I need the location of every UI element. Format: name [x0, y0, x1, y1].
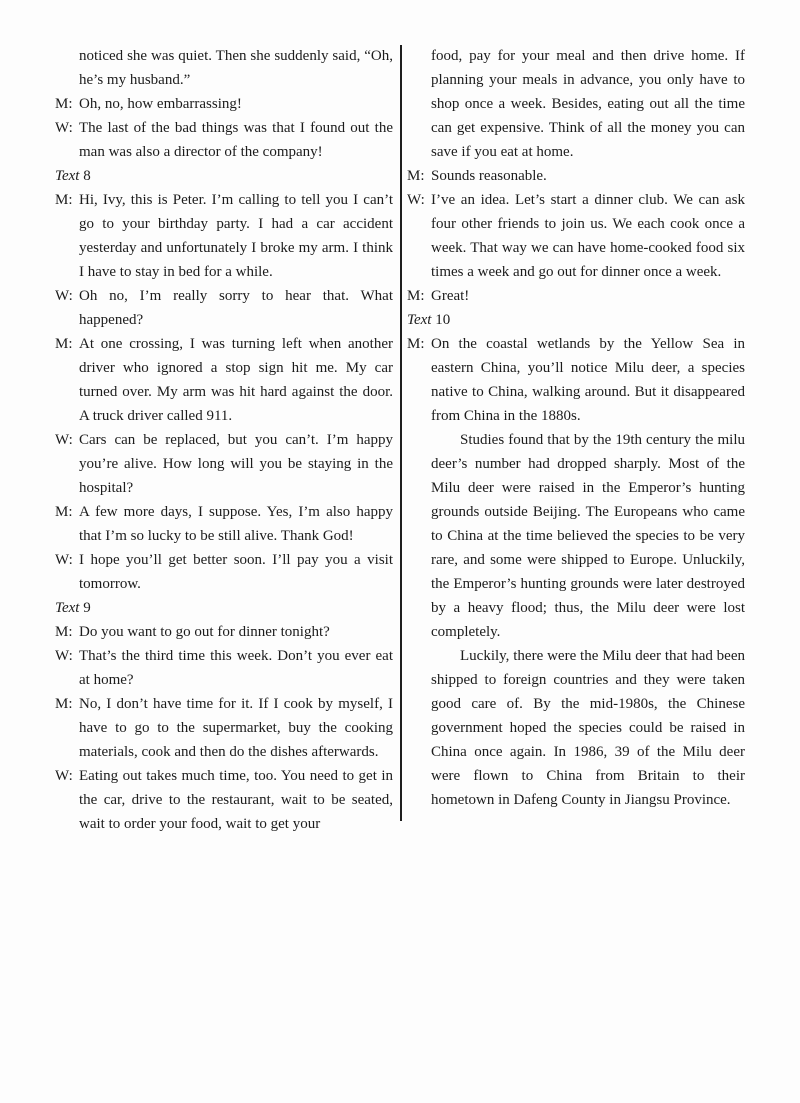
dialogue-paragraph [55, 92, 393, 116]
utterance-text: That’s the third time this week. Don’t you ever eat at home? [79, 648, 393, 688]
dialogue-paragraph [55, 692, 393, 764]
dialogue-paragraph [55, 284, 393, 332]
continuation-paragraph [55, 44, 393, 92]
continuation-paragraph [407, 44, 745, 164]
dialogue-paragraph [407, 644, 745, 812]
dialogue-paragraph [55, 500, 393, 548]
utterance-text: Studies found that by the 19th century the milu deer’s number had dropped sharply. Most of the Milu deer were raised in the Emperor’s hunting grounds outside Beijing. The Europeans who came to China at the time believed the species to be very rare, and some were shipped to Europe. Unluckily, the Emperor’s hunting grounds were later destroyed by a heavy flood; thus, the Milu deer were lost completely. [431, 432, 745, 640]
dialogue-paragraph [55, 188, 393, 284]
heading-word: Text [407, 312, 432, 328]
utterance-text: food, pay for your meal and then drive home. If planning your meals in advance, you only have to shop once a week. Besides, eating out all the time can get expensive. Think of all the money you can save if you eat at home. [431, 48, 745, 160]
utterance-text: On the coastal wetlands by the Yellow Sea in eastern China, you’ll notice Milu deer, a species native to China, walking around. But it disappeared from China in the 1880s. [431, 336, 745, 424]
heading-word: Text [55, 168, 80, 184]
utterance-text: No, I don’t have time for it. If I cook by myself, I have to go to the supermarket, buy the cooking materials, cook and then do the dishes afterwards. [79, 696, 393, 760]
speaker-label: M: [55, 192, 73, 208]
speaker-label: W: [55, 768, 73, 784]
dialogue-paragraph [55, 644, 393, 692]
utterance-text: Oh, no, how embarrassing! [79, 96, 242, 112]
dialogue-paragraph [55, 116, 393, 164]
speaker-label: M: [55, 336, 73, 352]
speaker-label: M: [55, 96, 73, 112]
text-heading [407, 308, 745, 332]
dialogue-paragraph [55, 428, 393, 500]
speaker-label: W: [55, 648, 73, 664]
dialogue-paragraph [407, 164, 745, 188]
speaker-label: M: [55, 504, 73, 520]
dialogue-paragraph [407, 332, 745, 428]
dialogue-paragraph [55, 620, 393, 644]
utterance-text: Do you want to go out for dinner tonight? [79, 624, 330, 640]
speaker-label: M: [407, 168, 425, 184]
utterance-text: A few more days, I suppose. Yes, I’m also happy that I’m so lucky to be still alive. Thank God! [79, 504, 393, 544]
utterance-text: Great! [431, 288, 470, 304]
utterance-text: I hope you’ll get better soon. I’ll pay you a visit tomorrow. [79, 552, 393, 592]
utterance-text: The last of the bad things was that I found out the man was also a director of the company! [79, 120, 393, 160]
utterance-text: I’ve an idea. Let’s start a dinner club. We can ask four other friends to join us. We each cook once a week. That way we can have home-cooked food six times a week and go out for dinner once a week. [431, 192, 745, 280]
heading-number: 10 [435, 312, 451, 328]
speaker-label: M: [55, 696, 73, 712]
speaker-label: W: [55, 120, 73, 136]
heading-number: 9 [83, 600, 91, 616]
text-heading [55, 164, 393, 188]
utterance-text: Hi, Ivy, this is Peter. I’m calling to tell you I can’t go to your birthday party. I had a car accident yesterday and unfortunately I broke my arm. I think I have to stay in bed for a while. [79, 192, 393, 280]
utterance-text: Oh no, I’m really sorry to hear that. What happened? [79, 288, 393, 328]
dialogue-paragraph [407, 428, 745, 644]
column-right [407, 44, 745, 812]
utterance-text: Cars can be replaced, but you can’t. I’m happy you’re alive. How long will you be staying in the hospital? [79, 432, 393, 496]
speaker-label: W: [407, 192, 425, 208]
heading-number: 8 [83, 168, 91, 184]
speaker-label: M: [55, 624, 73, 640]
column-divider [400, 45, 402, 821]
column-left [55, 44, 393, 836]
utterance-text: noticed she was quiet. Then she suddenly said, “Oh, he’s my husband.” [79, 48, 393, 88]
speaker-label: M: [407, 336, 425, 352]
heading-word: Text [55, 600, 80, 616]
utterance-text: At one crossing, I was turning left when another driver who ignored a stop sign hit me. My car turned over. My arm was hit hard against the door. A truck driver called 911. [79, 336, 393, 424]
speaker-label: W: [55, 552, 73, 568]
utterance-text: Eating out takes much time, too. You need to get in the car, drive to the restaurant, wait to be seated, wait to order your food, wait to get your [79, 768, 393, 832]
dialogue-paragraph [407, 284, 745, 308]
speaker-label: M: [407, 288, 425, 304]
dialogue-paragraph [55, 764, 393, 836]
text-heading [55, 596, 393, 620]
dialogue-paragraph [55, 332, 393, 428]
utterance-text: Luckily, there were the Milu deer that had been shipped to foreign countries and they were taken good care of. By the mid-1980s, the Chinese government hoped the species could be raised in China once again. In 1986, 39 of the Milu deer were flown to China from Britain to their hometown in Dafeng County in Jiangsu Province. [431, 648, 745, 808]
dialogue-paragraph [407, 188, 745, 284]
dialogue-paragraph [55, 548, 393, 596]
utterance-text: Sounds reasonable. [431, 168, 547, 184]
speaker-label: W: [55, 288, 73, 304]
speaker-label: W: [55, 432, 73, 448]
